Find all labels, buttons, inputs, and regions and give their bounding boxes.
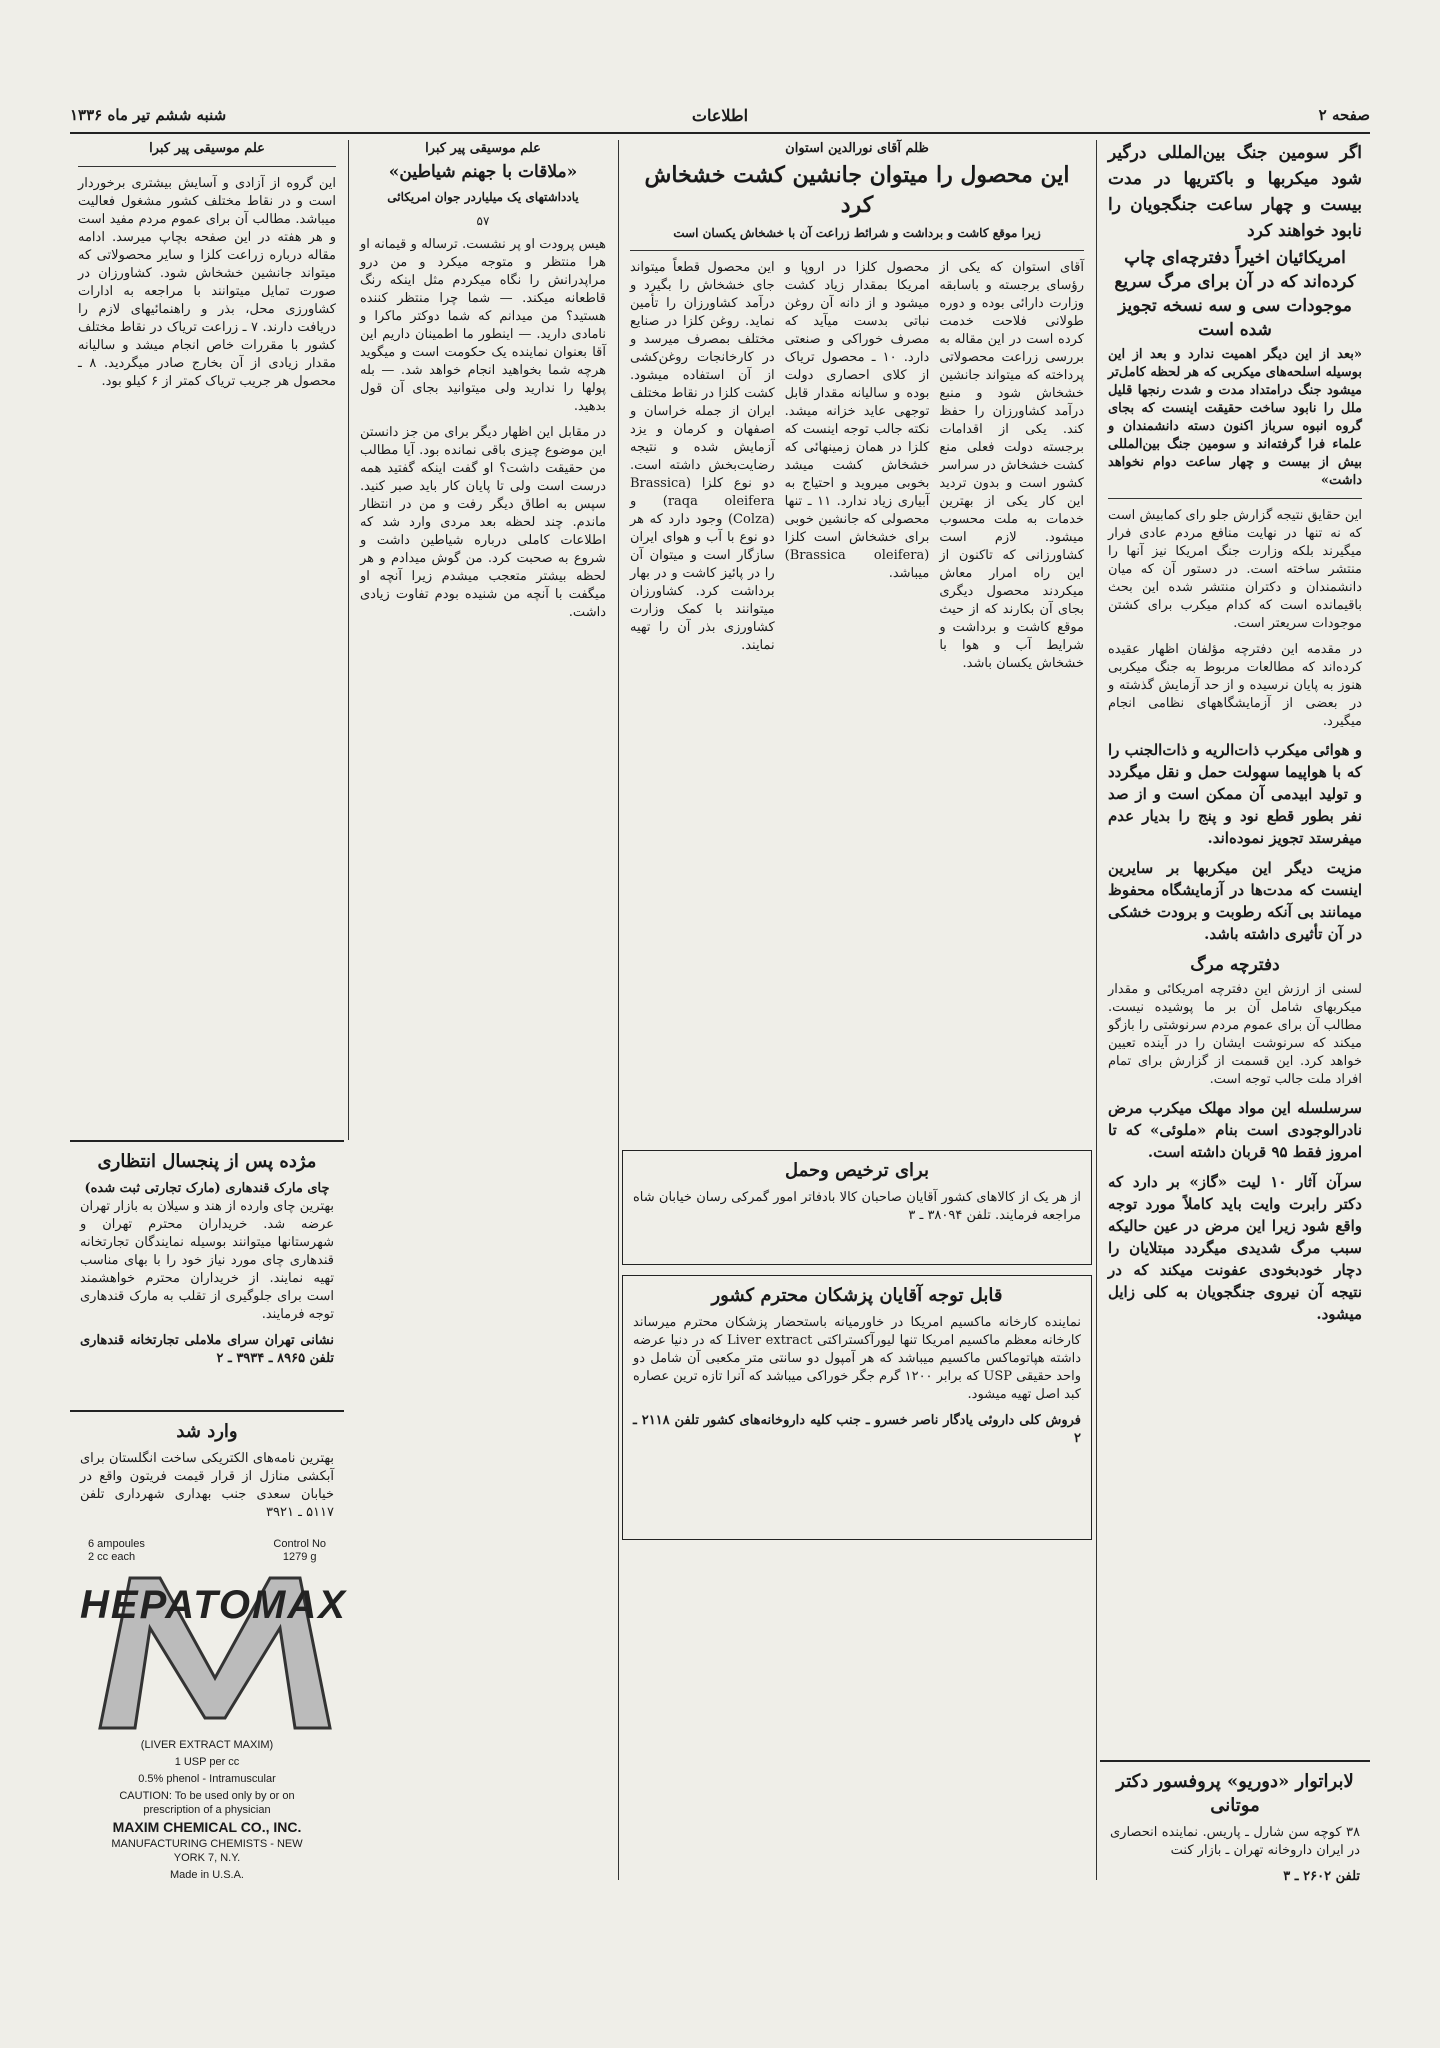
divider bbox=[630, 250, 1084, 251]
ad-text: بهترین نامه‌های الکتریکی ساخت انگلستان برای آبکشی منازل از قرار قیمت فریتون واقع در خیابان سعدی جنب بهداری شهرداری تلفن ۵۱۱۷ ـ ۳۹۲۱ bbox=[80, 1451, 334, 1520]
article-bold-paragraph: سرسلسله این مواد مهلک میکرب مرض نادرالوجودی است بنام «ملوئی» که تا امروز فقط ۹۵ قربان داشته است. bbox=[1108, 1099, 1362, 1161]
article-serial-story bbox=[352, 140, 614, 1205]
ampoule-count: 6 ampoules bbox=[88, 1538, 145, 1550]
article-intro: «بعد از این دیگر اهمیت ندارد و بعد از این بوسیله اسلحه‌های میکربی که هر لحظه کامل‌تر میشود جنگ درامتداد مدت و شدت رنجها قلیل ملل را نابود ساخت حقیقت اینست که بجای گروه انبوه سرباز اکنون دسته دانشمندان و علماء فرا گرفته‌اند و سومین جنگ بین‌المللی بیش از بیست و چهار ساعت دوام نخواهد داشت» bbox=[1108, 347, 1362, 488]
ad-title: قابل توجه آقایان پزشکان محترم کشور bbox=[711, 1285, 1003, 1306]
article-headline: «ملاقات با جهنم شیاطین» bbox=[388, 162, 578, 182]
divider bbox=[1108, 498, 1362, 499]
ad-text: از هر یک از کالاهای کشور آقایان صاحبان کالا بادفاتر امور گمرکی رسان خیابان شاه مراجعه فرمایند. تلفن ۳۸۰۹۴ ـ ۳ bbox=[633, 1190, 1081, 1223]
product-line: (LIVER EXTRACT MAXIM) bbox=[140, 1739, 274, 1751]
product-line: 0.5% phenol - Intramuscular bbox=[138, 1773, 276, 1785]
article-paragraph: لسنی از ارزش این دفترچه امریکائی و مقدار میکربهای شامل آن بر ما پوشیده نیست. مطالب آن برای عموم مردم سرنوشتی را بازگو میکند که سرنوشت ایشان را در آینده تعیین خواهد کرد. این قسمت از گزارش برای تمام افراد ملت جالب توجه است. bbox=[1108, 982, 1362, 1087]
product-line: 1 USP per cc bbox=[174, 1756, 240, 1768]
article-kicker: علم موسیقی پیر کبرا bbox=[149, 141, 265, 156]
article-paragraph: هیس پرودت او پر نشست. ترساله و قیمانه او هرا منتظر و متوجه میکرد و من درو مراپدرانش را نگاه میکردم مثل اینکه رنگ قاطعانه میکند. — شما چرا منتظر کننده هستید؟ من میدانم که شما دوکتر ماکرا و نامادی دارید. — اینطور ما اطمینان داریم این آقا بعنوان نماینده یک حکومت است و میگوید هرچه شما بخواهید انجام خواهد شد. — بله پولها را ندارید ولی میتوانید بجای آن قول بدهید. bbox=[360, 237, 606, 414]
ad-text: بهترین چای وارده از هند و سیلان به بازار تهران عرضه شد. خریداران محترم تهران و شهرستانها میتوانند بوسیله نمایندگان تجارتخانه قندهاری چای مورد نیاز خود را با بهای مناسب تهیه نمایند. از خریداران محترم خواهشمند است برای جلوگیری از تقلب به مارک قندهاری توجه فرمایند. bbox=[80, 1199, 334, 1322]
article-kicker: علم موسیقی پیر کبرا bbox=[425, 141, 541, 156]
ad-text: ۳۸ کوچه سن شارل ـ پاریس. نماینده انحصاری در ایران داروخانه تهران ـ بازار کنت bbox=[1110, 1825, 1360, 1858]
article-kicker: ظلم آقای نورالدین استوان bbox=[785, 141, 929, 156]
control-value: 1279 g bbox=[282, 1551, 317, 1563]
article-bold-paragraph: و هوائی میکرب ذات‌الریه و ذات‌الجنب را که با هواپیما سهولت حمل و نقل میگردد و تولید ابیدمی آن ممکن است و از صد نفر بطور قطع نود و پنج را بدیار عدم میفرستد تجویز نموده‌اند. bbox=[1108, 741, 1362, 847]
ad-phone: نشانی تهران سرای ملاملی تجارتخانه قندهاری تلفن ۸۹۶۵ ـ ۳۹۳۴ ـ ۲ bbox=[80, 1333, 334, 1366]
ad-customs bbox=[622, 1150, 1092, 1265]
manufacturer-address: MANUFACTURING CHEMISTS - NEW YORK 7, N.Y. bbox=[111, 1838, 303, 1864]
column-rule bbox=[618, 140, 619, 1880]
sub-headline: دفترچه مرگ bbox=[1190, 955, 1280, 975]
article-germ-warfare bbox=[1100, 140, 1370, 1440]
article-headline: این محصول را میتوان جانشین کشت خشخاش کرد bbox=[644, 162, 1070, 218]
ad-laboratory bbox=[1100, 1760, 1370, 1884]
article-body bbox=[630, 259, 1084, 673]
ad-title: مژده پس از پنجسال انتظاری bbox=[97, 1151, 317, 1172]
article-column-middle: محصول کلزا در اروپا و امریکا بمقدار زیاد کشت میشود و از دانه آن روغن نباتی بدست میآید که مصرف خوراکی و صنعتی دارد. ۱۰ ـ محصول تریاک از کلای احصاری دولت بوده و سالیانه مقدار قابل توجهی عاید خزانه میشد. نکته جالب توجه اینست که کلزا در همان زمینهائی که خشخاش کشت میشد بخوبی میروید و احتیاج به آبیاری زیاد ندارد. ۱۱ ـ تنها محصولی که جانشین خوبی برای خشخاش است کلزا (Brassica oleifera) میباشد. bbox=[784, 260, 930, 581]
ad-arrived bbox=[70, 1410, 344, 1520]
ampoule-size: 2 cc each bbox=[88, 1551, 136, 1563]
installment-number: ۵۷ bbox=[476, 214, 490, 228]
article-paragraph: در مقدمه این دفترچه مؤلفان اظهار عقیده کرده‌اند که مطالعات مربوط به جنگ میکربی هنوز به پایان نرسیده و از حد آزمایش گذشته و در بعضی از آزمایشگاههای نظامی انجام میگیرد. bbox=[1108, 642, 1362, 729]
masthead bbox=[70, 96, 1370, 134]
article-lead: اگر سومین جنگ بین‌المللی درگیر شود میکربها و باکتریها در مدت بیست و چهار ساعت جنگجویان را نابود خواهند کرد bbox=[1108, 143, 1362, 241]
article-paragraph: این گروه از آزادی و آسایش بیشتری برخوردار است و در نقاط مختلف کشور مشغول فعالیت میباشد. مطالب آن برای عموم مردم مفید است و هر هفته در این صفحه بچاپ میرسد. ادامه مقاله درباره زراعت کلزا و سایر محصولاتی که میتواند جانشین خشخاش شود. کشاورزان در صورت تمایل میتوانند با مراجعه به ادارات کشاورزی محل، بذر و راهنمائیهای لازم را دریافت دارند. ۷ ـ زراعت تریاک در نقاط مختلف کشور با مقررات خاص انجام میشد و سالیانه مقدار زیادی از آن بخارج صادر میگردید. ۸ ـ محصول هر جریب تریاک کمتر از ۶ کیلو بود. bbox=[78, 176, 336, 389]
ad-tea bbox=[70, 1140, 344, 1390]
article-column-right: آقای استوان که یکی از رؤسای برجسته و باسابقه وزارت دارائی بوده و دوره طولانی فلاحت خدمت کرده است در این مقاله به بررسی زراعت محصولاتی پرداخته که میتواند جانشین خشخاش شود و منبع درآمد کشاورزان را حفظ کند. یکی از اقدامات برجسته دولت فعلی منع کشت خشخاش در سراسر کشور است و بدون تردید این کار یکی از بهترین خدمات به ملت محسوب میشود. لازم است کشاورزانی که تاکنون از این راه امرار معاش میکردند محصول دیگری بجای آن بکارند که از حیث موقع کاشت و برداشت و شرایط آب و هوا با خشخاش یکسان باشد. bbox=[939, 260, 1084, 671]
control-label: Control No bbox=[273, 1538, 326, 1550]
article-colza bbox=[622, 140, 1092, 1140]
ampoule-info bbox=[88, 1538, 145, 1564]
column-rule bbox=[348, 140, 349, 1140]
divider bbox=[78, 166, 336, 167]
paper-name: اطلاعات bbox=[691, 106, 749, 125]
ad-brand: چای مارک قندهاری (مارک تجارتی ثبت شده) bbox=[84, 1181, 330, 1196]
product-name: HEPATOMAX bbox=[80, 1583, 347, 1627]
page-number: صفحه ۲ bbox=[1318, 106, 1370, 124]
product-details bbox=[100, 1738, 314, 1885]
article-continued bbox=[70, 140, 344, 1130]
hepatomax-box bbox=[80, 1528, 347, 1881]
control-number bbox=[273, 1538, 326, 1564]
ad-distributor: فروش کلی داروئی یادگار ناصر خسرو ـ جنب کلیه داروخانه‌های کشور تلفن ۲۱۱۸ ـ ۲ bbox=[633, 1413, 1081, 1446]
manufacturer-name: MAXIM CHEMICAL CO., INC. bbox=[112, 1819, 302, 1835]
article-subhead: زیرا موقع کاشت و برداشت و شرائط زراعت آن با خشخاش یکسان است bbox=[673, 226, 1041, 240]
article-bold-paragraph: سرآن آثار ۱۰ لیت «گاز» بر دارد که دکتر رابرت وایت باید کاملاً مورد توجه واقع شود زیرا این مرض در عین حالیکه سبب مرگ شدیدی میگردد مبتلایان را دچار خودبخودی عفونت میکند که در نتیجه آن نیروی جنگجویان به کلی زایل میشود. bbox=[1108, 1173, 1362, 1323]
ad-phone: تلفن ۲۶۰۲ ـ ۳ bbox=[1283, 1869, 1360, 1884]
article-column-left: این محصول قطعاً میتواند جای خشخاش را بگیرد و درآمد کشاورزان را تأمین نماید. روغن کلزا در صنایع مختلف بمصرف میرسد و در کارخانجات روغن‌کشی از آن استفاده میشود. کشت کلزا در نقاط مختلف ایران از جمله خراسان و اصفهان و کرمان و یزد آزمایش شده و نتیجه رضایت‌بخش داشته است. دو نوع کلزا (Brassica raqa oleifera) و (Colza) وجود دارد که هر دو نوع با آب و هوای ایران سازگار است و میتوان آن را در پائیز کاشت و در بهار برداشت کرد. کشاورزان میتوانند با کمک وزارت کشاورزی بذر آن را تهیه نمایند. bbox=[629, 260, 775, 653]
ad-title: وارد شد bbox=[176, 1421, 238, 1442]
ad-title: لابراتوار «دوریو» پروفسور دکتر موتانی bbox=[1116, 1771, 1354, 1816]
made-in: Made in U.S.A. bbox=[170, 1869, 244, 1881]
product-line: CAUTION: To be used only by or on prescription of a physician bbox=[119, 1790, 295, 1816]
column-rule bbox=[1096, 140, 1097, 1880]
ad-title: برای ترخیص وحمل bbox=[785, 1160, 929, 1181]
article-paragraph: این حقایق نتیجه گزارش جلو رای کمابیش است که نه تنها در نهایت منافع مردم عادی فرار میگیرند بلکه وزارت جنگ امریکا نیز آنها را منتشر ساخته است. در دستور آن که میان دانشمندان و دکتران منتشر شده این بحث باقیمانده است که کدام میکرب برای کشتن موجودات سریعتر است. bbox=[1108, 508, 1362, 631]
ad-doctors bbox=[622, 1275, 1092, 1540]
article-paragraph: در مقابل این اظهار دیگر برای من جز دانستن این موضوع چیزی باقی نمانده بود. آیا مطالب من حقیقت داشت؟ او گفت اینکه گفتید همه درست است ولی تا پایان کار باید صبر کنید. سپس به اطاق دیگر رفت و من در انتظار ماندم. چند لحظه بعد مردی وارد شد که اطلاعات کاملی درباره شیاطین داشت و شروع به صحبت کرد. من گوش میدادم و هر لحظه بیشتر متعجب میشدم زیرا آنچه او میگفت با آنچه من شنیده بودم تفاوت زیادی داشت. bbox=[360, 425, 606, 620]
ad-hepatomax bbox=[70, 1520, 347, 1881]
article-bold-paragraph: مزیت دیگر این میکربها بر سایرین اینست که مدت‌ها در آزمایشگاه محفوظ میمانند بی آنکه رطوبت و برودت خشکی در آن تأثیری داشته باشد. bbox=[1108, 859, 1362, 943]
ad-text: نماینده کارخانه ماکسیم امریکا در خاورمیانه باستحضار پزشکان محترم میرساند کارخانه معظم ماکسیم امریکا تنها لیورآکستراکتی Liver extract که در دنیا عرضه داشته هپاتوماکس ماکسیم میباشد که هر آمپول دو سانتی متر مکعبی آن شامل دو واحد حقیقی USP که برابر ۱۲۰۰ گرم جگر خوراکی میباشد که آنرا تازه ترین عصاره کبد اصل تهیه میشود. bbox=[633, 1315, 1081, 1402]
date-line: شنبه ششم تیر ماه ۱۳۳۶ bbox=[70, 106, 227, 124]
article-subhead: یادداشتهای یک میلیاردر جوان امریکائی bbox=[387, 190, 579, 204]
article-headline: امریکائیان اخیراً دفترچه‌ای چاپ کرده‌اند که در آن برای مرگ سریع موجودات سی و سه نسخه تجویز شده است bbox=[1114, 248, 1356, 340]
